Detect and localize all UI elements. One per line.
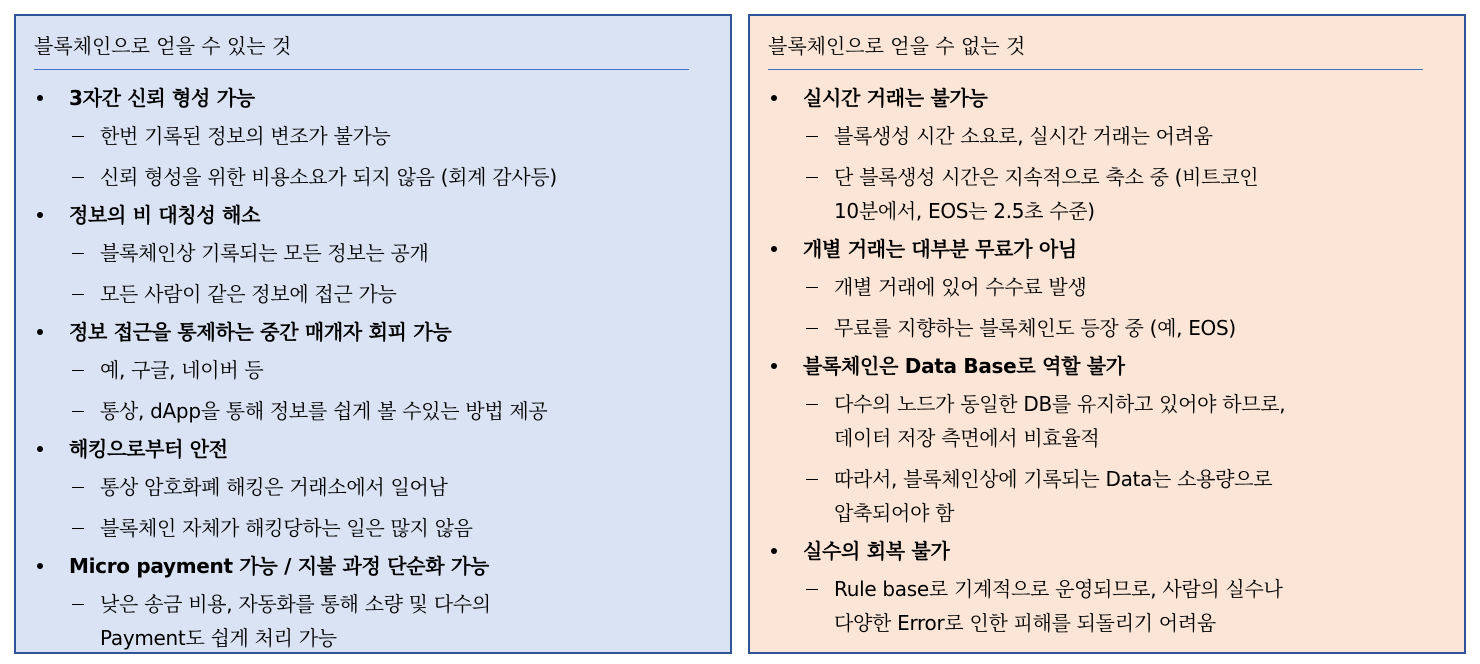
sub-bullet-text: Payment도 쉽게 처리 가능 (100, 626, 337, 650)
dash-icon (72, 411, 84, 412)
bullet-item (16, 84, 730, 194)
bullet-heading-label: 3자간 신뢰 형성 가능 (69, 86, 255, 110)
bullet-heading-label: Micro payment 가능 / 지불 과정 단순화 가능 (69, 554, 489, 578)
bullet-heading (16, 201, 730, 229)
dash-icon (72, 294, 84, 295)
bullet-dot-icon (37, 212, 43, 218)
bullet-item (16, 201, 730, 311)
sub-bullet (16, 587, 730, 655)
bullet-dot-icon (771, 548, 777, 554)
sub-bullet (750, 270, 1464, 304)
sub-bullet (16, 353, 730, 387)
bullet-item (16, 552, 730, 655)
dash-icon (72, 177, 84, 178)
bullet-item (750, 235, 1464, 345)
sub-bullet (750, 311, 1464, 345)
sub-bullet-text: 단 블록생성 시간은 지속적으로 축소 중 (비트코인 (834, 165, 1259, 189)
sub-bullet (750, 572, 1464, 640)
dash-icon (72, 370, 84, 371)
sub-bullet-text: 10분에서, EOS는 2.5초 수준) (834, 199, 1095, 223)
bullet-heading (750, 537, 1464, 565)
sub-bullet-text: 다수의 노드가 동일한 DB를 유지하고 있어야 하므로, (834, 392, 1286, 416)
dash-icon (72, 604, 84, 605)
sub-bullet (16, 119, 730, 153)
bullet-item (750, 84, 1464, 228)
sub-bullet-text: 무료를 지향하는 블록체인도 등장 중 (예, EOS) (834, 316, 1236, 340)
sub-bullet (16, 511, 730, 545)
bullet-dot-icon (37, 563, 43, 569)
bullet-item (750, 537, 1464, 640)
bullet-heading-label: 해킹으로부터 안전 (69, 437, 228, 461)
bullet-dot-icon (771, 363, 777, 369)
sub-bullet (16, 277, 730, 311)
bullet-heading-label: 실시간 거래는 불가능 (803, 86, 988, 110)
bullet-heading-label: 정보 접근을 통제하는 중간 매개자 회피 가능 (69, 320, 452, 344)
dash-icon (806, 404, 818, 405)
sub-bullet-text: 모든 사람이 같은 정보에 접근 가능 (100, 282, 397, 306)
bullet-heading (750, 84, 1464, 112)
sub-bullet-text: Rule base로 기계적으로 운영되므로, 사람의 실수나 (834, 577, 1283, 601)
sub-bullet-text: 블록생성 시간 소요로, 실시간 거래는 어려움 (834, 124, 1213, 148)
benefits-panel (14, 14, 732, 654)
bullet-dot-icon (771, 246, 777, 252)
sub-bullet (750, 160, 1464, 228)
sub-bullet-text: 통상, dApp을 통해 정보를 쉽게 볼 수있는 방법 제공 (100, 399, 548, 423)
benefits-list (16, 84, 730, 662)
bullet-heading-label: 정보의 비 대칭성 해소 (69, 203, 261, 227)
title-divider (34, 69, 689, 70)
sub-bullet-text: 신뢰 형성을 위한 비용소요가 되지 않음 (회계 감사등) (100, 165, 557, 189)
bullet-heading-label: 블록체인은 Data Base로 역할 불가 (803, 354, 1125, 378)
dash-icon (806, 589, 818, 590)
bullet-heading-label: 개별 거래는 대부분 무료가 아님 (803, 237, 1077, 261)
bullet-heading (16, 552, 730, 580)
bullet-heading-label: 실수의 회복 불가 (803, 539, 950, 563)
bullet-heading (750, 352, 1464, 380)
panel-title: 블록체인으로 얻을 수 없는 것 (768, 34, 1026, 58)
limitations-list (750, 84, 1464, 647)
bullet-dot-icon (37, 95, 43, 101)
sub-bullet-text: 통상 암호화폐 해킹은 거래소에서 일어남 (100, 475, 448, 499)
bullet-heading (16, 318, 730, 346)
bullet-heading (16, 435, 730, 463)
bullet-item (16, 435, 730, 545)
dash-icon (806, 136, 818, 137)
bullet-heading (16, 84, 730, 112)
sub-bullet (16, 236, 730, 270)
limitations-panel (748, 14, 1466, 654)
dash-icon (806, 328, 818, 329)
sub-bullet-text: 블록체인상 기록되는 모든 정보는 공개 (100, 241, 429, 265)
panel-title: 블록체인으로 얻을 수 있는 것 (34, 34, 292, 58)
dash-icon (806, 479, 818, 480)
bullet-heading (750, 235, 1464, 263)
sub-bullet-text: 개별 거래에 있어 수수료 발생 (834, 275, 1087, 299)
sub-bullet (750, 119, 1464, 153)
sub-bullet-text: 다양한 Error로 인한 피해를 되돌리기 어려움 (834, 611, 1216, 635)
bullet-item (750, 352, 1464, 530)
sub-bullet (16, 470, 730, 504)
sub-bullet-text: 데이터 저장 측면에서 비효율적 (834, 426, 1100, 450)
bullet-dot-icon (771, 95, 777, 101)
dash-icon (72, 253, 84, 254)
dash-icon (72, 136, 84, 137)
dash-icon (806, 177, 818, 178)
dash-icon (72, 487, 84, 488)
sub-bullet (750, 387, 1464, 455)
title-divider (768, 69, 1423, 70)
bullet-dot-icon (37, 446, 43, 452)
sub-bullet-text: 블록체인 자체가 해킹당하는 일은 많지 않음 (100, 516, 473, 540)
sub-bullet (16, 160, 730, 194)
dash-icon (806, 287, 818, 288)
sub-bullet (750, 462, 1464, 530)
bullet-item (16, 318, 730, 428)
sub-bullet-text: 압축되어야 함 (834, 501, 955, 525)
sub-bullet-text: 예, 구글, 네이버 등 (100, 358, 264, 382)
dash-icon (72, 528, 84, 529)
bullet-dot-icon (37, 329, 43, 335)
sub-bullet-text: 낮은 송금 비용, 자동화를 통해 소량 및 다수의 (100, 592, 491, 616)
sub-bullet-text: 따라서, 블록체인상에 기록되는 Data는 소용량으로 (834, 467, 1273, 491)
sub-bullet-text: 한번 기록된 정보의 변조가 불가능 (100, 124, 391, 148)
sub-bullet (16, 394, 730, 428)
